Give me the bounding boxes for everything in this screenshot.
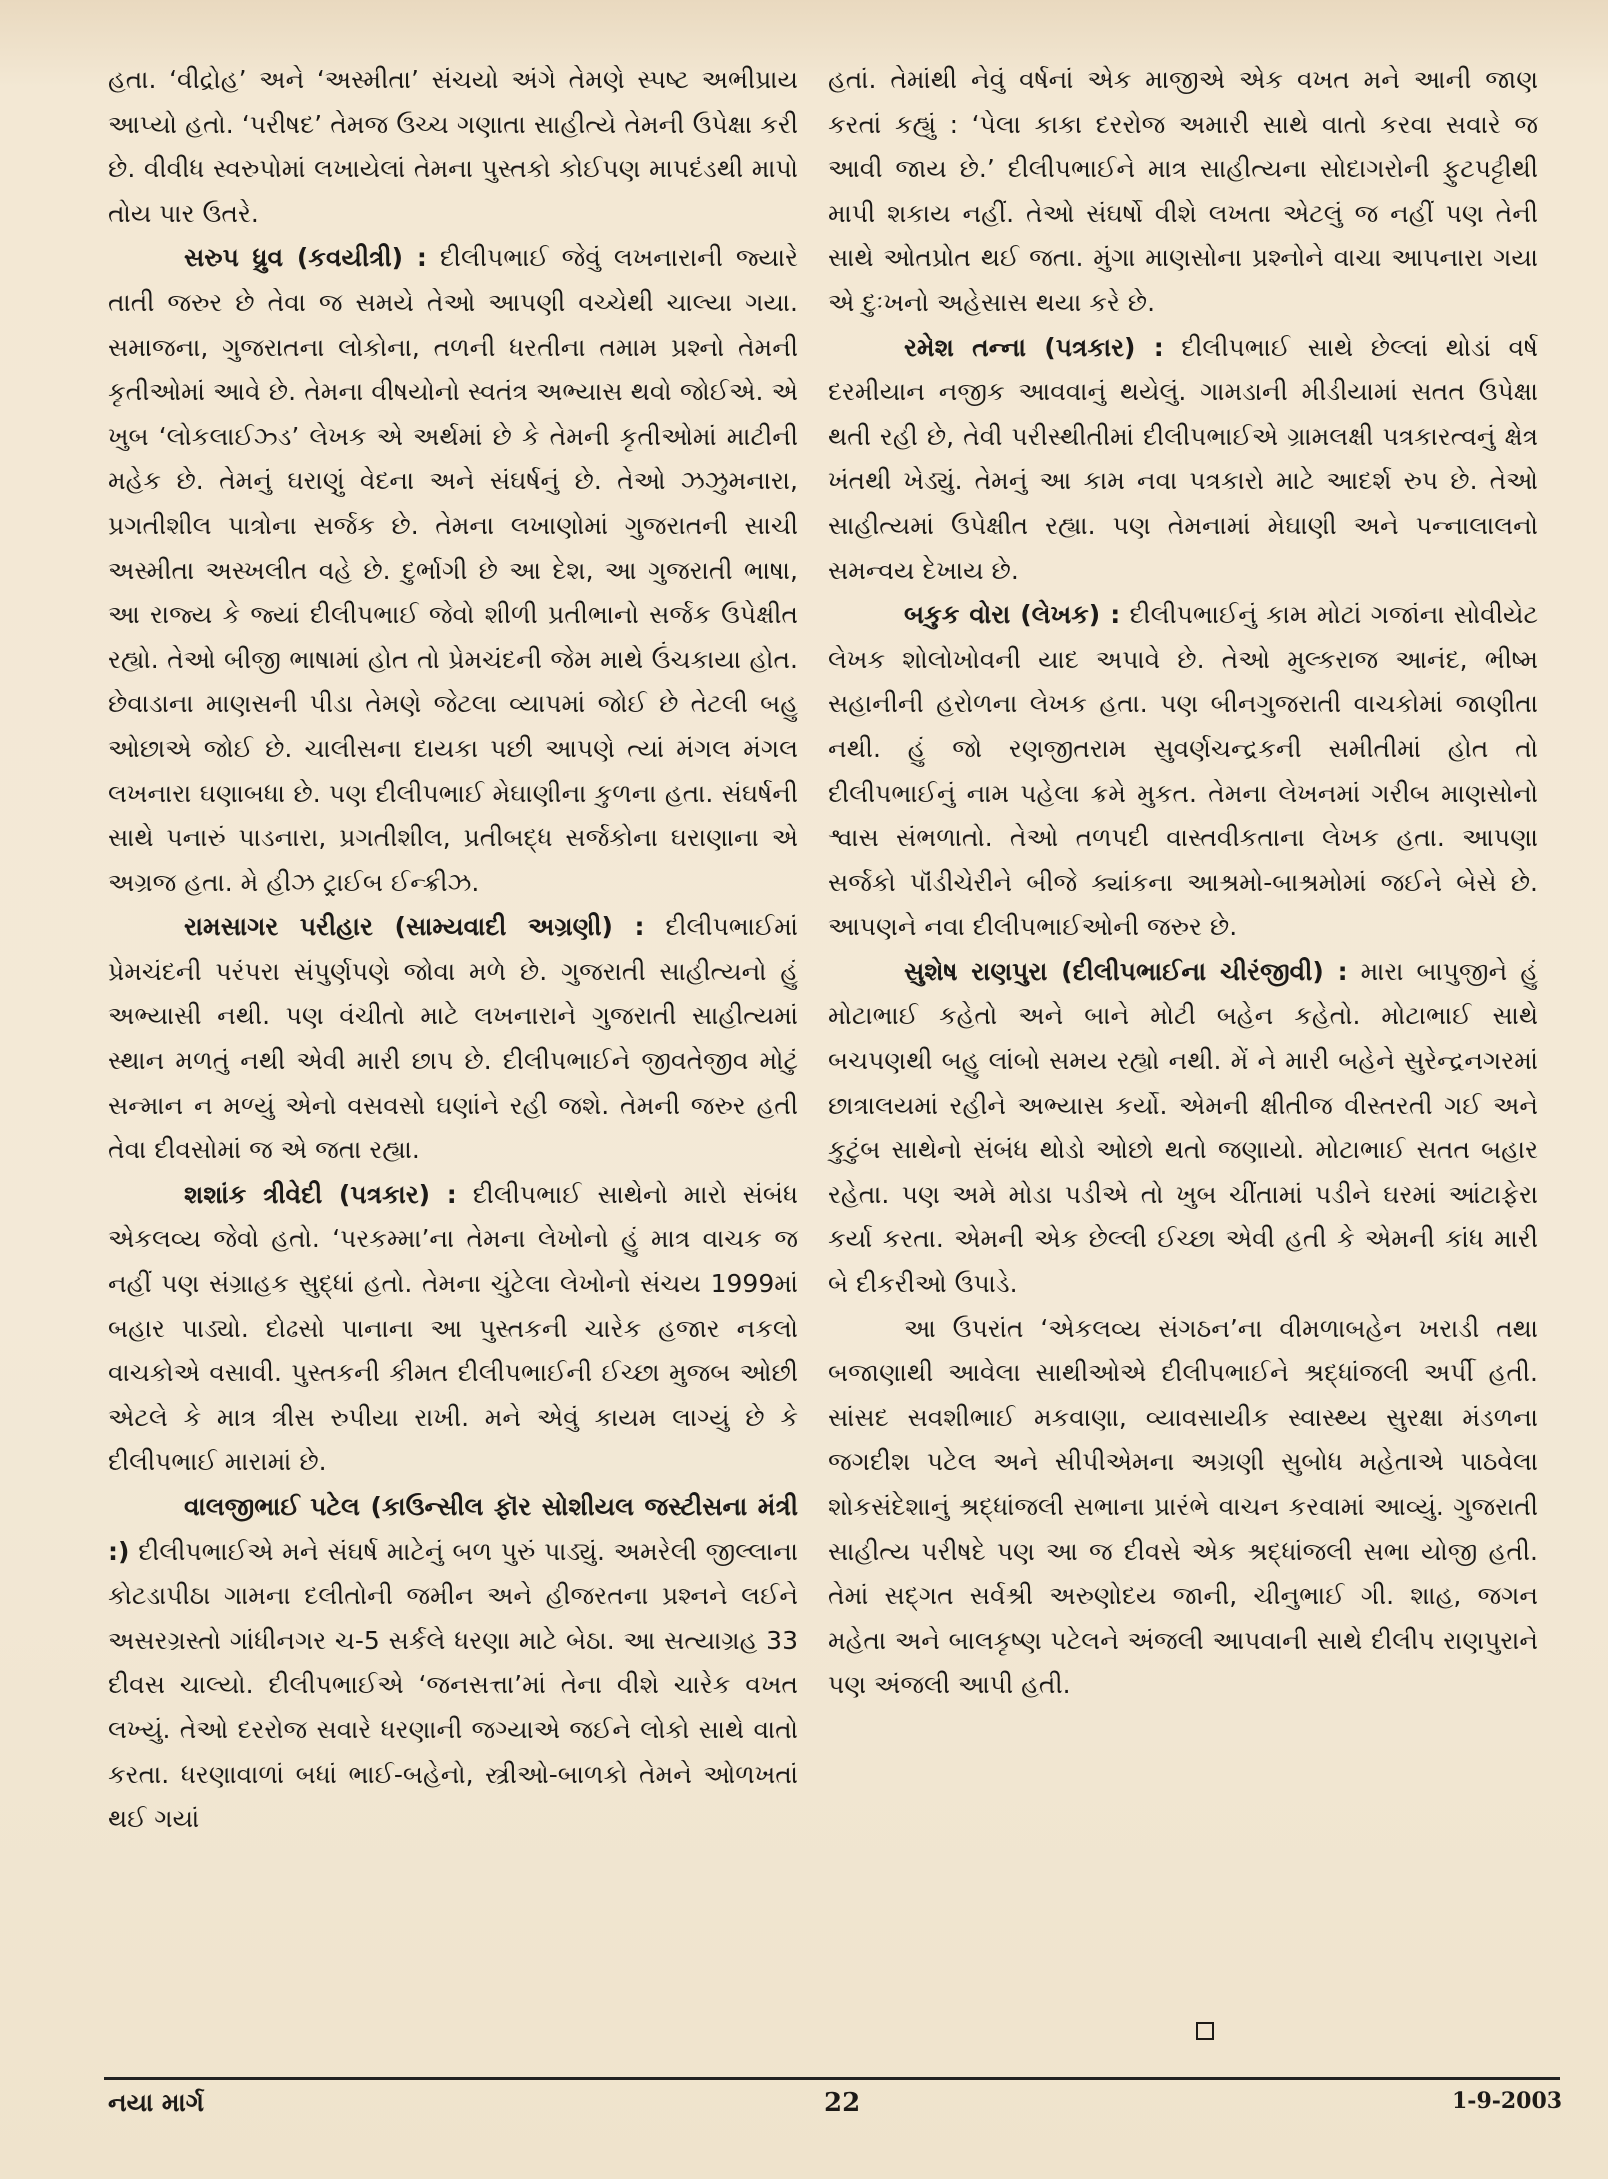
tribute-text: દીલીપભાઈએ મને સંઘર્ષ માટેનું બળ પુરું પાડ્યું. અમરેલી જીલ્લાના કોટડાપીઠા ગામના દલીતોની જમીન અને હીજરતના પ્રશ્નને લઈને અસરગ્રસ્તો ગાંધીનગર ચ-5 સર્કલે ધરણા માટે બેઠા. આ સત્યાગ્રહ 33 દીવસ ચાલ્યો. દીલીપભાઈએ ‘જનસત્તા’માં તેના વીશે ચારેક વખત લખ્યું. તેઓ દરરોજ સવારે ધરણાની જગ્યાએ જઈને લોકો સાથે વાતો કરતા. ધરણાવાળાં બધાં ભાઈ-બહેનો, સ્ત્રીઓ-બાળકો તેમને ઓળખતાં થઈ ગયાં xyxy=(108,1536,798,1834)
closing-paragraph: આ ઉપરાંત ‘એકલવ્ય સંગઠન’ના વીમળાબહેન ખરાડી તથા બજાણાથી આવેલા સાથીઓએ દીલીપભાઈને શ્રદ્ધાંજલી અર્પી હતી. સાંસદ સવશીભાઈ મકવાણા, વ્યાવસાયીક સ્વાસ્થ્ય સુરક્ષા મંડળના જગદીશ પટેલ અને સીપીએમના અગ્રણી સુબોધ મહેતાએ પાઠવેલા શોકસંદેશાનું શ્રદ્ધાંજલી સભાના પ્રારંભે વાચન કરવામાં આવ્યું. ગુજરાતી સાહીત્ય પરીષદે પણ આ જ દીવસે એક શ્રદ્ધાંજલી સભા યોજી હતી. તેમાં સદ્‌ગત સર્વશ્રી અરુણોદય જાની, ચીનુભાઈ ગી. શાહ, જગન મહેતા અને બાલકૃષ્ણ પટેલને અંજલી આપવાની સાથે દીલીપ રાણપુરાને પણ અંજલી આપી હતી. xyxy=(828,1313,1538,1700)
speaker-name: સરુપ ધ્રુવ (કવયીત્રી) : xyxy=(184,243,427,273)
tribute-paragraph xyxy=(828,950,1538,1307)
end-of-article-icon xyxy=(1196,2022,1214,2040)
speaker-name: વાલજીભાઈ પટેલ (કાઉન્સીલ ફૉર સોશીયલ જસ્ટીસના મંત્રી :) xyxy=(108,1492,798,1566)
right-column xyxy=(828,58,1538,1708)
tribute-text: દીલીપભાઈ સાથેનો મારો સંબંધ એકલવ્ય જેવો હતો. ‘પરકમ્મા’ના તેમના લેખોનો હું માત્ર વાચક જ નહીં પણ સંગ્રાહક સુદ્ધાં હતો. તેમના ચુંટેલા લેખોનો સંચય 1999માં બહાર પાડ્યો. દોઢસો પાનાના આ પુસ્તકની ચારેક હજાર નકલો વાચકોએ વસાવી. પુસ્તકની કીમત દીલીપભાઈની ઈચ્છા મુજબ ઓછી એટલે કે માત્ર ત્રીસ રુપીયા રાખી. મને એવું કાયમ લાગ્યું છે કે દીલીપભાઈ મારામાં છે. xyxy=(108,1179,798,1477)
tribute-text: દીલીપભાઈ સાથે છેલ્લાં થોડાં વર્ષ દરમીયાન નજીક આવવાનું થયેલું. ગામડાની મીડીયામાં સતત ઉપેક્ષા થતી રહી છે, તેવી પરીસ્થીતીમાં દીલીપભાઈએ ગ્રામલક્ષી પત્રકારત્વનું ક્ષેત્ર ખંતથી ખેડ્યું. તેમનું આ કામ નવા પત્રકારો માટે આદર્શ રુપ છે. તેઓ સાહીત્યમાં ઉપેક્ષીત રહ્યા. પણ તેમનામાં મેઘાણી અને પન્નાલાલનો સમન્વય દેખાય છે. xyxy=(828,332,1538,585)
tribute-text: દીલીપભાઈમાં પ્રેમચંદની પરંપરા સંપુર્ણપણે જોવા મળે છે. ગુજરાતી સાહીત્યનો હું અભ્યાસી નથી. પણ વંચીતો માટે લખનારાને ગુજરાતી સાહીત્યમાં સ્થાન મળતું નથી એવી મારી છાપ છે. દીલીપભાઈને જીવતેજીવ મોટું સન્માન ન મળ્યું એનો વસવસો ઘણાંને રહી જશે. તેમની જરુર હતી તેવા દીવસોમાં જ એ જતા રહ્યા. xyxy=(108,912,798,1165)
tribute-text: દીલીપભાઈ જેવું લખનારાની જ્યારે તાતી જરુર છે તેવા જ સમયે તેઓ આપણી વચ્ચેથી ચાલ્યા ગયા. સમાજના, ગુજરાતના લોકોના, તળની ધરતીના તમામ પ્રશ્નો તેમની કૃતીઓમાં આવે છે. તેમના વીષયોનો સ્વતંત્ર અભ્યાસ થવો જોઈએ. એ ખુબ ‘લોકલાઈઝ્ડ’ લેખક એ અર્થમાં છે કે તેમની કૃતીઓમાં માટીની મહેક છે. તેમનું ઘરાણું વેદના અને સંઘર્ષનું છે. તેઓ ઝઝુમનારા, પ્રગતીશીલ પાત્રોના સર્જક છે. તેમના લખાણોમાં ગુજરાતની સાચી અસ્મીતા અસ્ખલીત વહે છે. દુર્ભાગી છે આ દેશ, આ ગુજરાતી ભાષા, આ રાજ્ય કે જ્યાં દીલીપભાઈ જેવો શીળી પ્રતીભાનો સર્જક ઉપેક્ષીત રહ્યો. તેઓ બીજી ભાષામાં હોત તો પ્રેમચંદની જેમ માથે ઉંચકાયા હોત. છેવાડાના માણસની પીડા તેમણે જેટલા વ્યાપમાં જોઈ છે તેટલી બહુ ઓછાએ જોઈ છે. ચાલીસના દાયકા પછી આપણે ત્યાં મંગલ મંગલ લખનારા ઘણાબધા છે. પણ દીલીપભાઈ મેઘાણીના કુળના હતા. સંઘર્ષની સાથે પનારું પાડનારા, પ્રગતીશીલ, પ્રતીબદ્ધ સર્જકોના ઘરાણાના એ અગ્રજ હતા. મે હીઝ ટ્રાઈબ ઈન્ક્રીઝ. xyxy=(108,243,798,897)
page-number: 22 xyxy=(824,2088,861,2118)
speaker-name: શશાંક ત્રીવેદી (પત્રકાર) : xyxy=(184,1179,457,1209)
tribute-paragraph xyxy=(828,593,1538,950)
tribute-paragraph xyxy=(828,326,1538,594)
continued-paragraph: હતાં. તેમાંથી નેવું વર્ષનાં એક માજીએ એક વખત મને આની જાણ કરતાં કહ્યું : ‘પેલા કાકા દરરોજ અમારી સાથે વાતો કરવા સવારે જ આવી જાય છે.’ દીલીપભાઈને માત્ર સાહીત્યના સોદાગરોની ફુટપટ્ટીથી માપી શકાય નહીં. તેઓ સંઘર્ષો વીશે લખતા એટલું જ નહીં પણ તેની સાથે ઓતપ્રોત થઈ જતા. મુંગા માણસોના પ્રશ્નોને વાચા આપનારા ગયા એ દુઃખનો અહેસાસ થયા કરે છે. xyxy=(828,65,1538,317)
tribute-paragraph xyxy=(108,1173,798,1485)
footer-rule xyxy=(104,2077,1560,2080)
continued-paragraph: હતા. ‘વીદ્રોહ’ અને ‘અસ્મીતા’ સંચયો અંગે તેમણે સ્પષ્ટ અભીપ્રાય આપ્યો હતો. ‘પરીષદ’ તેમજ ઉચ્ચ ગણાતા સાહીત્યે તેમની ઉપેક્ષા કરી છે. વીવીધ સ્વરુપોમાં લખાયેલાં તેમના પુસ્તકો કોઈપણ માપદંડથી માપો તોય પાર ઉતરે. xyxy=(108,65,798,228)
tribute-paragraph xyxy=(108,1485,798,1842)
speaker-name: બકુક વોરા (લેખક) : xyxy=(904,600,1121,630)
left-column xyxy=(108,58,798,1842)
tribute-paragraph xyxy=(108,236,798,905)
tribute-paragraph xyxy=(108,905,798,1173)
speaker-name: સુશેષ રાણપુરા (દીલીપભાઈના ચીરંજીવી) : xyxy=(904,956,1348,986)
speaker-name: રામસાગર પરીહાર (સામ્યવાદી અગ્રણી) : xyxy=(184,912,645,942)
speaker-name: રમેશ તન્ના (પત્રકાર) : xyxy=(904,332,1164,362)
tribute-text: દીલીપભાઈનું કામ મોટાં ગજાંના સોવીયેટ લેખક શોલોખોવની યાદ અપાવે છે. તેઓ મુલ્કરાજ આનંદ, ભીષ્મ સહાનીની હરોળના લેખક હતા. પણ બીનગુજરાતી વાચકોમાં જાણીતા નથી. હું જો રણજીતરામ સુવર્ણચન્દ્રકની સમીતીમાં હોત તો દીલીપભાઈનું નામ પહેલા ક્રમે મુકત. તેમના લેખનમાં ગરીબ માણસોનો શ્વાસ સંભળાતો. તેઓ તળપદી વાસ્તવીકતાના લેખક હતા. આપણા સર્જકો પૉંડીચેરીને બીજે ક્યાંકના આશ્રમો-બાશ્રમોમાં જઈને બેસે છે. આપણને નવા દીલીપભાઈઓની જરુર છે. xyxy=(828,600,1539,942)
issue-date: 1-9-2003 xyxy=(1452,2088,1563,2114)
tribute-text: મારા બાપુજીને હું મોટાભાઈ કહેતો અને બાને મોટી બહેન કહેતો. મોટાભાઈ સાથે બચપણથી બહુ લાંબો સમય રહ્યો નથી. મેં ને મારી બહેને સુરેન્દ્રનગરમાં છાત્રાલયમાં રહીને અભ્યાસ કર્યો. એમની ક્ષીતીજ વીસ્તરતી ગઈ અને કુટુંબ સાથેનો સંબંધ થોડો ઓછો થતો જણાયો. મોટાભાઈ સતત બહાર રહેતા. પણ અમે મોડા પડીએ તો ખુબ ચીંતામાં પડીને ઘરમાં આંટાફેરા કર્યા કરતા. એમની એક છેલ્લી ઈચ્છા એવી હતી કે એમની કાંધ મારી બે દીકરીઓ ઉપાડે. xyxy=(828,956,1538,1299)
publication-name: નયા માર્ગ xyxy=(108,2088,204,2117)
